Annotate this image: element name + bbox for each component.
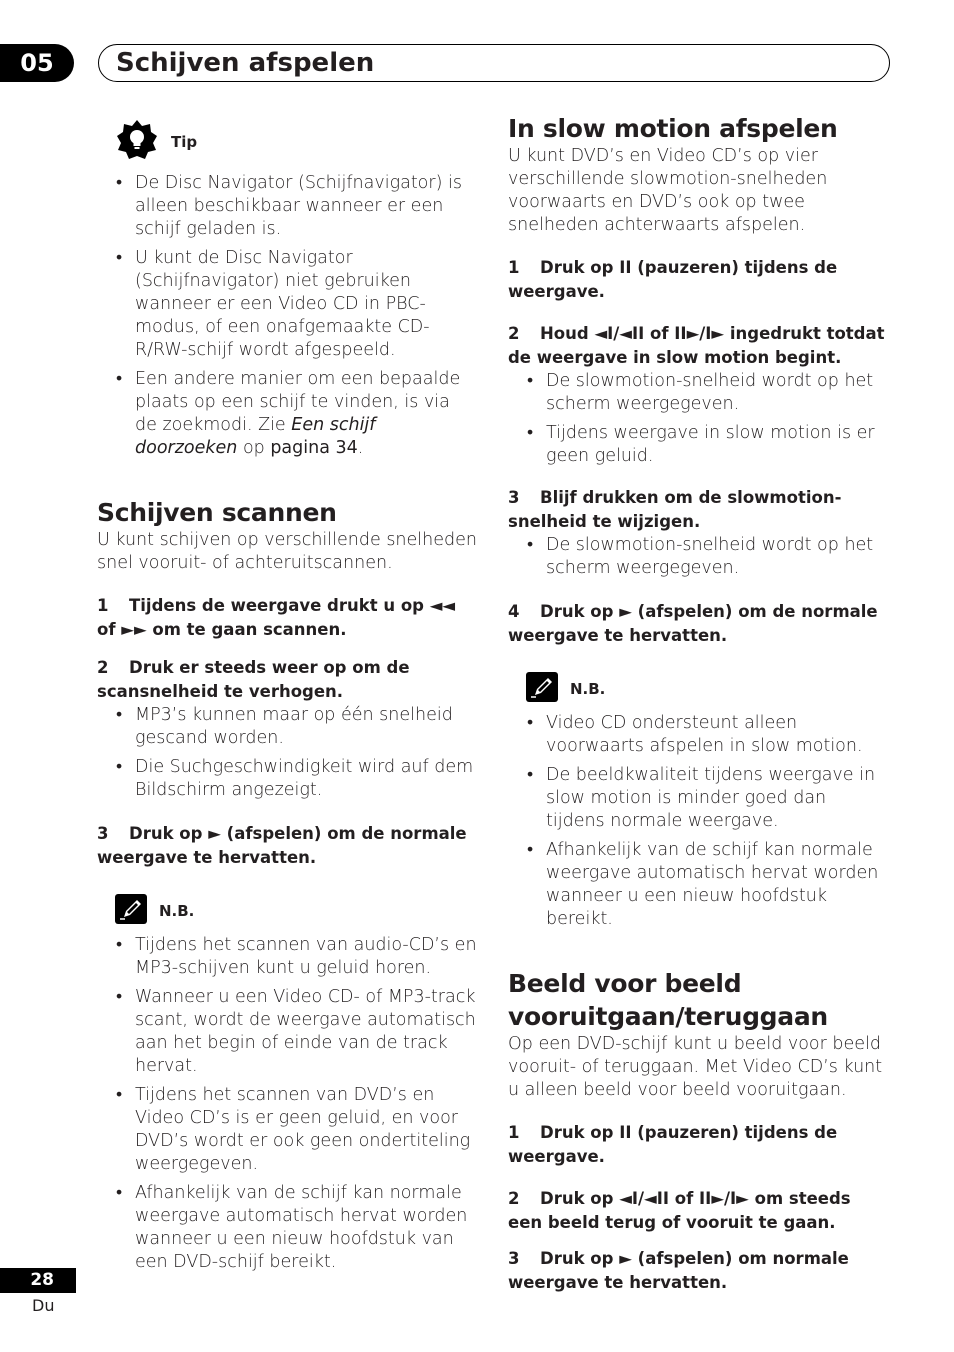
list-item: • De Disc Navigator (Schijfnavigator) is alleen beschikbaar wanneer er een schijf geladen is. xyxy=(97,172,477,241)
step: 2 Houd ◄I/◄II of II►/I► ingedrukt totdat de weergave in slow motion begint. xyxy=(508,324,885,367)
list-item: • Tijdens het scannen van DVD’s en Video CD’s is er geen geluid, en voor DVD’s wordt er ook geen ondertiteling weergegeven. xyxy=(97,1084,477,1176)
pause-symbol: II xyxy=(619,1123,632,1142)
play-symbol: ► xyxy=(619,602,632,621)
right-column xyxy=(508,112,890,1295)
step: 2 Druk op ◄I/◄II of II►/I► om steeds een beeld terug of vooruit te gaan. xyxy=(508,1189,851,1232)
step-notes xyxy=(508,370,890,468)
fast-forward-symbol: ►► xyxy=(121,620,147,639)
reverse-slow-symbol: ◄I/◄II xyxy=(619,1189,670,1208)
note-header xyxy=(526,672,890,706)
list-item: • De beeldkwaliteit tijdens weergave in slow motion is minder goed dan tijdens normale weergave. xyxy=(508,764,890,833)
note-list xyxy=(97,934,477,1274)
list-item: • De slowmotion-snelheid wordt op het scherm weergegeven. xyxy=(508,370,890,416)
play-symbol: ► xyxy=(208,824,221,843)
list-item: • De slowmotion-snelheid wordt op het scherm weergegeven. xyxy=(508,534,890,580)
cross-reference-title: Een schijf doorzoeken xyxy=(135,415,376,458)
pencil-note-icon xyxy=(526,672,558,706)
forward-slow-symbol: II►/I► xyxy=(674,324,725,343)
tip-header xyxy=(115,118,477,166)
note-label: N.B. xyxy=(159,902,195,920)
page-reference: pagina 34 xyxy=(270,438,358,458)
chapter-title: Schijven afspelen xyxy=(116,48,375,78)
step: 4 Druk op ► (afspelen) om de normale weergave te hervatten. xyxy=(508,602,878,645)
step: 2 Druk er steeds weer op om de scansnelheid te verhogen. xyxy=(97,658,410,701)
tip-list xyxy=(97,172,477,460)
language-code: Du xyxy=(32,1296,55,1315)
lightbulb-icon xyxy=(115,118,159,166)
chapter-number: 05 xyxy=(0,44,74,82)
page-number: 28 xyxy=(0,1268,76,1293)
pause-symbol: II xyxy=(619,258,632,277)
pencil-note-icon xyxy=(115,894,147,928)
step: 3 Druk op ► (afspelen) om de normale weergave te hervatten. xyxy=(97,824,467,867)
step-notes xyxy=(508,534,890,580)
list-item: • U kunt de Disc Navigator (Schijfnavigator) niet gebruiken wanneer er een Video CD in PBC-modus, of een onafgemaakte CD-R/RW-schijf wordt afgespeeld. xyxy=(97,247,477,362)
list-item: • Video CD ondersteunt alleen voorwaarts afspelen in slow motion. xyxy=(508,712,890,758)
step: 1 Druk op II (pauzeren) tijdens de weergave. xyxy=(508,258,838,301)
list-item: • MP3’s kunnen maar op één snelheid gescand worden. xyxy=(97,704,477,750)
list-item: • Een andere manier om een bepaalde plaats op een schijf te vinden, is via de zoekmodi. Zie Een schijf doorzoeken op pagina 34. xyxy=(97,368,477,460)
step: 1 Tijdens de weergave drukt u op ◄◄ of ►► om te gaan scannen. xyxy=(97,596,456,639)
note-header xyxy=(115,894,477,928)
section-intro: U kunt DVD’s en Video CD’s op vier verschillende slowmotion-snelheden voorwaarts en DVD’s ook op twee snelheden achterwaarts afspelen. xyxy=(508,146,828,235)
step: 1 Druk op II (pauzeren) tijdens de weergave. xyxy=(508,1123,838,1166)
rewind-symbol: ◄◄ xyxy=(429,596,456,615)
forward-slow-symbol: II►/I► xyxy=(699,1189,749,1208)
step: 3 Druk op ► (afspelen) om normale weergave te hervatten. xyxy=(508,1249,849,1292)
section-intro: Op een DVD-schijf kunt u beeld voor beeld vooruit- of teruggaan. Met Video CD’s kunt u alleen beeld voor beeld vooruitgaan. xyxy=(508,1034,883,1100)
left-column xyxy=(97,112,477,1274)
list-item: • Afhankelijk van de schijf kan normale weergave automatisch hervat worden wanneer u een nieuw hoofdstuk bereikt. xyxy=(508,839,890,931)
section-title: Beeld voor beeld vooruitgaan/teruggaan xyxy=(508,969,828,1031)
step-notes xyxy=(97,704,477,802)
list-item: • Die Suchgeschwindigkeit wird auf dem Bildschirm angezeigt. xyxy=(97,756,477,802)
section-title: In slow motion afspelen xyxy=(508,114,838,143)
play-symbol: ► xyxy=(619,1249,632,1268)
section-intro: U kunt schijven op verschillende snelheden snel vooruit- of achteruitscannen. xyxy=(97,530,477,573)
tip-label: Tip xyxy=(171,133,198,151)
note-label: N.B. xyxy=(570,680,606,698)
list-item: • Tijdens weergave in slow motion is er geen geluid. xyxy=(508,422,890,468)
list-item: • Afhankelijk van de schijf kan normale weergave automatisch hervat worden wanneer u een nieuw hoofdstuk van een DVD-schijf bereikt. xyxy=(97,1182,477,1274)
list-item: • Wanneer u een Video CD- of MP3-track scant, wordt de weergave automatisch aan het begin of einde van de track hervat. xyxy=(97,986,477,1078)
note-list xyxy=(508,712,890,931)
step: 3 Blijf drukken om de slowmotion-snelheid te wijzigen. xyxy=(508,488,842,531)
reverse-slow-symbol: ◄I/◄II xyxy=(594,324,645,343)
list-item: • Tijdens het scannen van audio-CD’s en MP3-schijven kunt u geluid horen. xyxy=(97,934,477,980)
section-title: Schijven scannen xyxy=(97,498,337,527)
